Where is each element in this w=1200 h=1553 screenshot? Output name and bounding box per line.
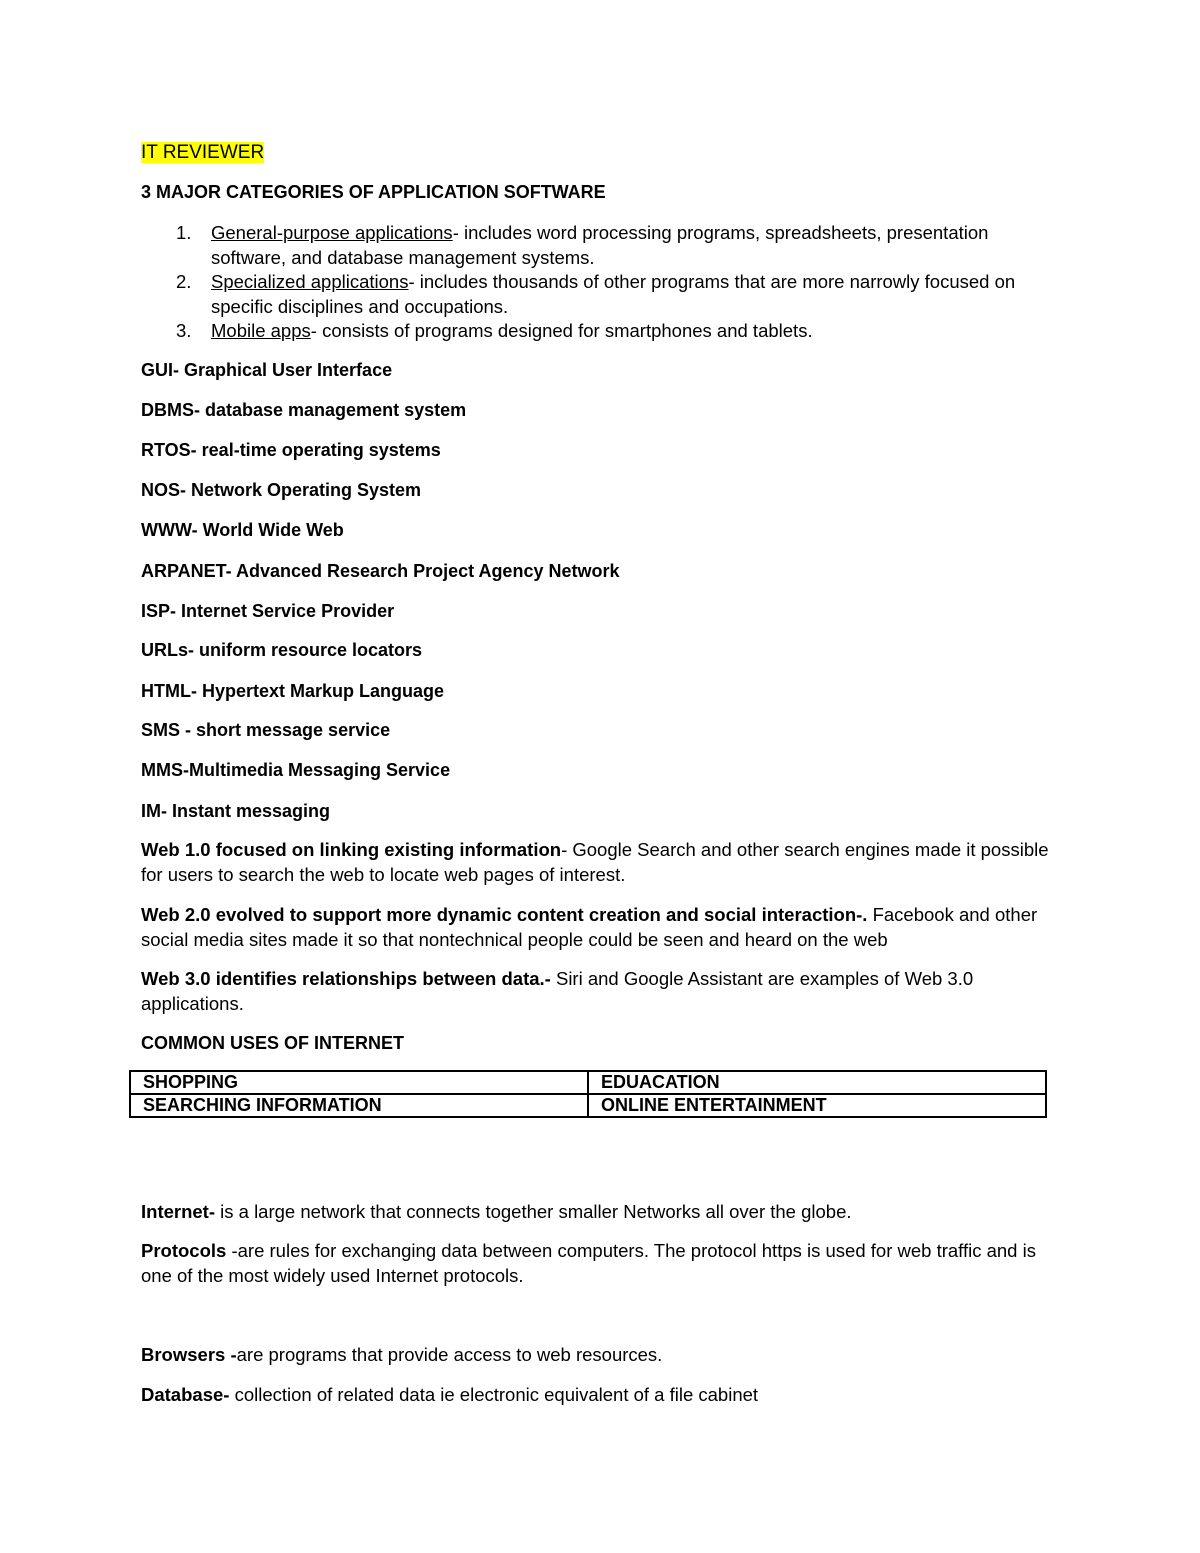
abbreviation-gui: GUI- Graphical User Interface	[141, 360, 393, 380]
common-uses-table	[129, 1070, 1047, 1118]
list-item	[141, 270, 1051, 319]
definition-desc: are programs that provide access to web resources.	[236, 1344, 663, 1365]
table-cell: SHOPPING	[130, 1071, 588, 1094]
definition-desc: is a large network that connects together smaller Networks all over the globe.	[215, 1201, 852, 1222]
abbreviation-dbms: DBMS- database management system	[141, 400, 467, 420]
database-definition	[141, 1383, 1056, 1408]
categories-list	[141, 221, 1051, 344]
list-item	[141, 221, 1051, 270]
web-3-term: Web 3.0 identifies relationships between data.-	[141, 968, 551, 989]
table-cell: EDUACATION	[588, 1071, 1046, 1094]
table-row	[130, 1071, 1046, 1094]
abbreviation-nos: NOS- Network Operating System	[141, 480, 422, 500]
list-item	[141, 319, 1051, 344]
web-2-paragraph	[141, 903, 1056, 952]
table-cell: SEARCHING INFORMATION	[130, 1094, 588, 1117]
abbreviation-isp: ISP- Internet Service Provider	[141, 601, 395, 621]
definition-term: Database-	[141, 1384, 230, 1405]
browsers-definition	[141, 1343, 1056, 1368]
protocols-definition	[141, 1239, 1056, 1288]
abbreviation-arpanet: ARPANET- Advanced Research Project Agency Network	[141, 561, 620, 581]
web-1-term: Web 1.0 focused on linking existing information	[141, 839, 562, 860]
web-1-paragraph	[141, 838, 1056, 887]
list-term: General-purpose applications	[211, 222, 453, 243]
web-1-desc: - Google Search and other search engines made it possible for users to search the web to locate web pages of interest.	[141, 839, 1049, 885]
list-desc: - includes thousands of other programs that are more narrowly focused on specific disciplines and occupations.	[211, 271, 1016, 317]
definition-desc: -are rules for exchanging data between computers. The protocol https is used for web traffic and is one of the most widely used Internet protocols.	[141, 1240, 1036, 1286]
abbreviation-im: IM- Instant messaging	[141, 801, 331, 821]
definition-desc: collection of related data ie electronic equivalent of a file cabinet	[229, 1384, 759, 1405]
abbreviation-rtos: RTOS- real-time operating systems	[141, 440, 441, 460]
abbreviation-www: WWW- World Wide Web	[141, 520, 344, 540]
abbreviation-html: HTML- Hypertext Markup Language	[141, 681, 445, 701]
abbreviation-mms: MMS-Multimedia Messaging Service	[141, 760, 451, 780]
common-uses-heading: COMMON USES OF INTERNET	[141, 1033, 405, 1053]
web-3-desc: Siri and Google Assistant are examples of Web 3.0 applications.	[141, 968, 974, 1014]
title-highlight: IT REVIEWER	[141, 142, 265, 163]
abbreviation-urls: URLs- uniform resource locators	[141, 640, 423, 660]
table-row	[130, 1094, 1046, 1117]
definition-term: Protocols	[141, 1240, 227, 1261]
list-term: Mobile apps	[211, 320, 311, 341]
internet-definition	[141, 1200, 1056, 1225]
definition-term: Browsers -	[141, 1344, 237, 1365]
list-term: Specialized applications	[211, 271, 409, 292]
web-2-desc: Facebook and other social media sites made it so that nontechnical people could be seen and heard on the web	[141, 904, 1038, 950]
table-cell: ONLINE ENTERTAINMENT	[588, 1094, 1046, 1117]
list-number: 3.	[176, 320, 192, 341]
list-desc: - includes word processing programs, spreadsheets, presentation software, and database management systems.	[211, 222, 989, 268]
list-number: 2.	[176, 271, 192, 292]
definition-term: Internet-	[141, 1201, 215, 1222]
list-number: 1.	[176, 222, 192, 243]
web-2-term: Web 2.0 evolved to support more dynamic content creation and social interaction-.	[141, 904, 868, 925]
document-title	[141, 141, 264, 165]
list-desc: - consists of programs designed for smartphones and tablets.	[310, 320, 813, 341]
categories-heading: 3 MAJOR CATEGORIES OF APPLICATION SOFTWARE	[141, 182, 606, 202]
web-3-paragraph	[141, 967, 1056, 1016]
abbreviation-sms: SMS - short message service	[141, 720, 391, 740]
